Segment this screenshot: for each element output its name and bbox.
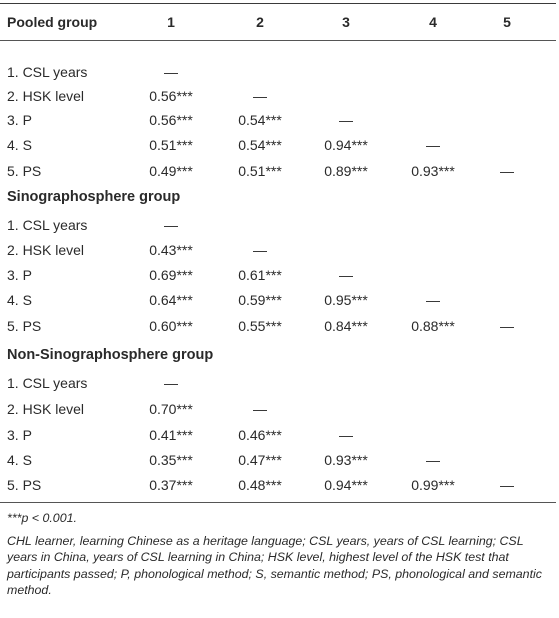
cell-value: — (164, 217, 178, 233)
cell-value: — (164, 375, 178, 391)
header-col-1: 1 (167, 14, 175, 30)
row-label: 3. P (7, 427, 32, 443)
row-label: 2. HSK level (7, 88, 85, 104)
cell-value: 0.56*** (149, 88, 193, 104)
header-col-3: 3 (342, 14, 350, 30)
cell-value: — (339, 427, 353, 443)
row-label: 5. PS (7, 163, 42, 179)
cell-value: 0.43*** (149, 242, 193, 258)
section-title: Non-Sinographosphere group (7, 347, 214, 363)
cell-value: 0.47*** (238, 452, 282, 468)
cell-value: 0.99*** (411, 477, 455, 493)
cell-value: 0.70*** (149, 401, 193, 417)
section-title: Sinographosphere group (7, 189, 181, 205)
cell-value: 0.49*** (149, 163, 193, 179)
row-label: 5. PS (7, 318, 42, 334)
cell-value: 0.48*** (238, 477, 282, 493)
cell-value: — (253, 242, 267, 258)
cell-value: 0.95*** (324, 292, 368, 308)
cell-value: 0.41*** (149, 427, 193, 443)
cell-value: — (164, 64, 178, 80)
row-label: 1. CSL years (7, 64, 88, 80)
row-label: 1. CSL years (7, 217, 88, 233)
cell-value: 0.84*** (324, 318, 368, 334)
cell-value: 0.51*** (238, 163, 282, 179)
table-header-row (0, 6, 556, 38)
cell-value: — (500, 163, 514, 179)
cell-value: 0.56*** (149, 112, 193, 128)
table-row (0, 469, 556, 501)
table-row (0, 310, 556, 342)
header-col-4: 4 (429, 14, 437, 30)
cell-value: 0.69*** (149, 267, 193, 283)
row-label: 4. S (7, 137, 32, 153)
row-label: 5. PS (7, 477, 42, 493)
table-notes (7, 510, 552, 607)
cell-value: 0.93*** (324, 452, 368, 468)
cell-value: 0.93*** (411, 163, 455, 179)
row-label: 3. P (7, 112, 32, 128)
cell-value: 0.88*** (411, 318, 455, 334)
row-label: 1. CSL years (7, 375, 88, 391)
cell-value: — (253, 88, 267, 104)
header-group-label: Pooled group (7, 14, 98, 30)
cell-value: — (500, 318, 514, 334)
cell-value: — (426, 292, 440, 308)
cell-value: — (500, 477, 514, 493)
cell-value: 0.94*** (324, 477, 368, 493)
cell-value: 0.59*** (238, 292, 282, 308)
abbreviations-note: CHL learner, learning Chinese as a heritage language; CSL years, years of CSL learning; CSL years in China, years of CSL learning in China; HSK level, highest level of the HSK test that participants passed; P, phonological method; S, semantic method; PS, phonological and semantic method. (7, 533, 542, 597)
header-bottom-rule (0, 40, 556, 41)
cell-value: 0.54*** (238, 112, 282, 128)
row-label: 3. P (7, 267, 32, 283)
cell-value: 0.37*** (149, 477, 193, 493)
table-top-rule (0, 3, 556, 4)
cell-value: 0.89*** (324, 163, 368, 179)
header-col-2: 2 (256, 14, 264, 30)
cell-value: — (339, 112, 353, 128)
cell-value: 0.55*** (238, 318, 282, 334)
cell-value: — (426, 137, 440, 153)
significance-footnote: ***p < 0.001. (7, 511, 77, 525)
cell-value: 0.60*** (149, 318, 193, 334)
cell-value: 0.94*** (324, 137, 368, 153)
table-bottom-rule (0, 502, 556, 503)
cell-value: — (339, 267, 353, 283)
row-label: 2. HSK level (7, 401, 85, 417)
cell-value: 0.54*** (238, 137, 282, 153)
row-label: 2. HSK level (7, 242, 85, 258)
cell-value: — (426, 452, 440, 468)
cell-value: 0.51*** (149, 137, 193, 153)
row-label: 4. S (7, 452, 32, 468)
cell-value: 0.35*** (149, 452, 193, 468)
header-col-5: 5 (503, 14, 511, 30)
cell-value: 0.64*** (149, 292, 193, 308)
cell-value: — (253, 401, 267, 417)
row-label: 4. S (7, 292, 32, 308)
cell-value: 0.61*** (238, 267, 282, 283)
cell-value: 0.46*** (238, 427, 282, 443)
